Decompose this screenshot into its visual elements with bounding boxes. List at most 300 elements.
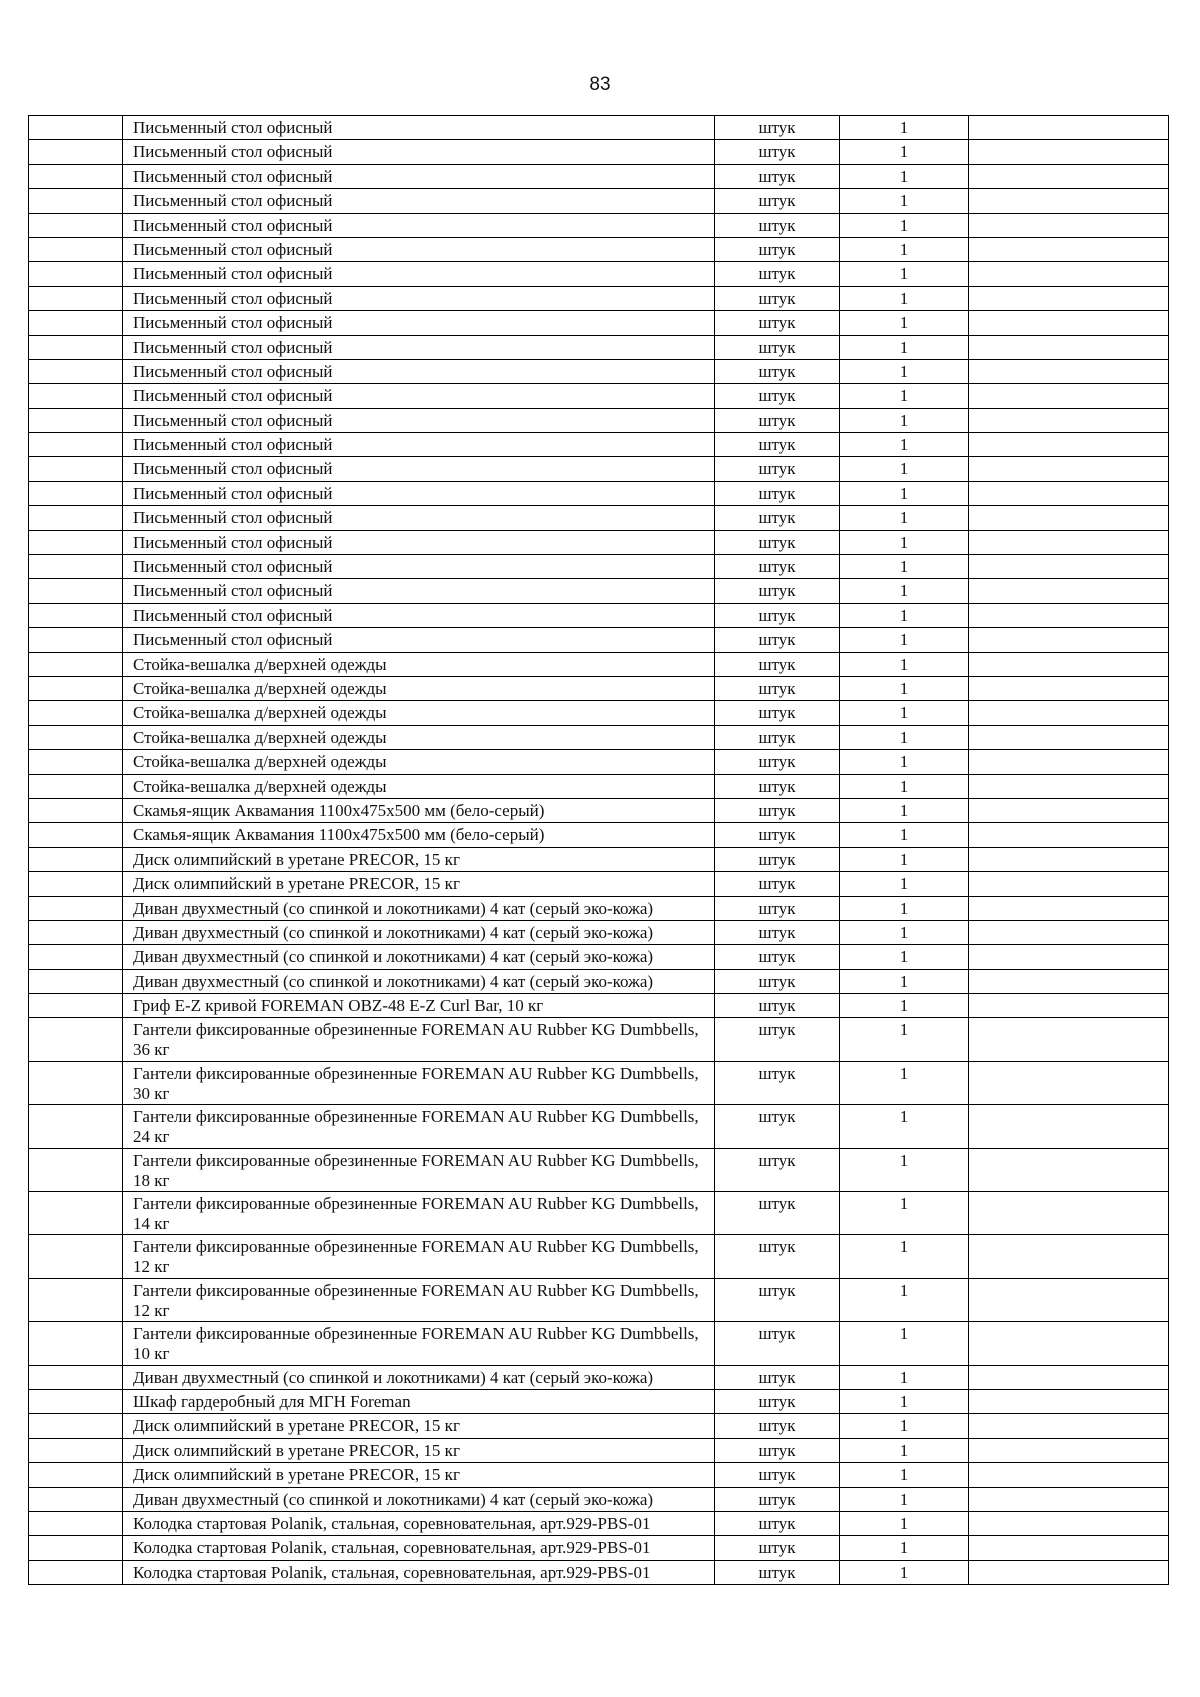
quantity-cell: 1 [840, 823, 969, 847]
quantity-cell: 1 [840, 1511, 969, 1535]
table-row [29, 359, 1169, 383]
item-name-cell: Письменный стол офисный [123, 237, 715, 261]
quantity-cell: 1 [840, 408, 969, 432]
row-number-cell [29, 1278, 123, 1321]
quantity-cell: 1 [840, 164, 969, 188]
unit-cell: штук [715, 872, 840, 896]
table-row [29, 1560, 1169, 1584]
row-number-cell [29, 1463, 123, 1487]
unit-cell: штук [715, 579, 840, 603]
row-number-cell [29, 1414, 123, 1438]
unit-cell: штук [715, 628, 840, 652]
unit-cell: штук [715, 1322, 840, 1365]
item-name-cell: Диск олимпийский в уретане PRECOR, 15 кг [123, 1463, 715, 1487]
quantity-cell: 1 [840, 262, 969, 286]
item-name-cell: Колодка стартовая Polanik, стальная, соревновательная, арт.929-PBS-01 [123, 1511, 715, 1535]
table-row [29, 676, 1169, 700]
note-cell [969, 1536, 1169, 1560]
note-cell [969, 920, 1169, 944]
table-row [29, 1061, 1169, 1104]
table-row [29, 847, 1169, 871]
unit-cell: штук [715, 213, 840, 237]
row-number-cell [29, 774, 123, 798]
item-name-cell: Диван двухместный (со спинкой и локотниками) 4 кат (серый эко-кожа) [123, 1487, 715, 1511]
unit-cell: штук [715, 140, 840, 164]
quantity-cell: 1 [840, 384, 969, 408]
unit-cell: штук [715, 237, 840, 261]
unit-cell: штук [715, 1192, 840, 1235]
table-row [29, 750, 1169, 774]
row-number-cell [29, 189, 123, 213]
unit-cell: штук [715, 1536, 840, 1560]
table-row [29, 530, 1169, 554]
page-number: 83 [589, 74, 611, 95]
note-cell [969, 286, 1169, 310]
quantity-cell: 1 [840, 457, 969, 481]
note-cell [969, 1365, 1169, 1389]
item-name-cell: Диск олимпийский в уретане PRECOR, 15 кг [123, 847, 715, 871]
row-number-cell [29, 1487, 123, 1511]
quantity-cell: 1 [840, 701, 969, 725]
table-row [29, 1487, 1169, 1511]
item-name-cell: Стойка-вешалка д/верхней одежды [123, 750, 715, 774]
item-name-cell: Письменный стол офисный [123, 335, 715, 359]
row-number-cell [29, 384, 123, 408]
row-number-cell [29, 286, 123, 310]
table-row [29, 1389, 1169, 1413]
table-row [29, 920, 1169, 944]
unit-cell: штук [715, 335, 840, 359]
item-name-cell: Гантели фиксированные обрезиненные FOREMAN AU Rubber KG Dumbbells, 12 кг [123, 1235, 715, 1278]
note-cell [969, 408, 1169, 432]
quantity-cell: 1 [840, 945, 969, 969]
table-row [29, 798, 1169, 822]
row-number-cell [29, 823, 123, 847]
row-number-cell [29, 896, 123, 920]
table-row [29, 725, 1169, 749]
quantity-cell: 1 [840, 603, 969, 627]
row-number-cell [29, 359, 123, 383]
note-cell [969, 1487, 1169, 1511]
quantity-cell: 1 [840, 896, 969, 920]
note-cell [969, 969, 1169, 993]
item-name-cell: Письменный стол офисный [123, 603, 715, 627]
row-number-cell [29, 603, 123, 627]
quantity-cell: 1 [840, 994, 969, 1018]
row-number-cell [29, 262, 123, 286]
row-number-cell [29, 116, 123, 140]
item-name-cell: Диск олимпийский в уретане PRECOR, 15 кг [123, 872, 715, 896]
table-row [29, 1322, 1169, 1365]
quantity-cell: 1 [840, 1322, 969, 1365]
row-number-cell [29, 1536, 123, 1560]
note-cell [969, 213, 1169, 237]
unit-cell: штук [715, 189, 840, 213]
row-number-cell [29, 1389, 123, 1413]
unit-cell: штук [715, 1061, 840, 1104]
unit-cell: штук [715, 433, 840, 457]
table-row [29, 213, 1169, 237]
quantity-cell: 1 [840, 1487, 969, 1511]
quantity-cell: 1 [840, 530, 969, 554]
table-row [29, 1511, 1169, 1535]
quantity-cell: 1 [840, 433, 969, 457]
item-name-cell: Письменный стол офисный [123, 262, 715, 286]
row-number-cell [29, 798, 123, 822]
row-number-cell [29, 457, 123, 481]
unit-cell: штук [715, 116, 840, 140]
note-cell [969, 1018, 1169, 1061]
unit-cell: штук [715, 506, 840, 530]
note-cell [969, 676, 1169, 700]
note-cell [969, 1560, 1169, 1584]
quantity-cell: 1 [840, 725, 969, 749]
note-cell [969, 140, 1169, 164]
quantity-cell: 1 [840, 579, 969, 603]
unit-cell: штук [715, 603, 840, 627]
quantity-cell: 1 [840, 1278, 969, 1321]
item-name-cell: Гантели фиксированные обрезиненные FOREMAN AU Rubber KG Dumbbells, 18 кг [123, 1148, 715, 1191]
row-number-cell [29, 969, 123, 993]
table-row [29, 994, 1169, 1018]
item-name-cell: Письменный стол офисный [123, 164, 715, 188]
table-row [29, 286, 1169, 310]
quantity-cell: 1 [840, 1389, 969, 1413]
unit-cell: штук [715, 1389, 840, 1413]
item-name-cell: Диван двухместный (со спинкой и локотниками) 4 кат (серый эко-кожа) [123, 1365, 715, 1389]
item-name-cell: Письменный стол офисный [123, 286, 715, 310]
note-cell [969, 433, 1169, 457]
note-cell [969, 116, 1169, 140]
row-number-cell [29, 1061, 123, 1104]
quantity-cell: 1 [840, 189, 969, 213]
table-row [29, 1148, 1169, 1191]
unit-cell: штук [715, 1438, 840, 1462]
item-name-cell: Письменный стол офисный [123, 408, 715, 432]
table-row [29, 237, 1169, 261]
table-row [29, 164, 1169, 188]
row-number-cell [29, 506, 123, 530]
row-number-cell [29, 1018, 123, 1061]
row-number-cell [29, 311, 123, 335]
quantity-cell: 1 [840, 1414, 969, 1438]
row-number-cell [29, 1322, 123, 1365]
unit-cell: штук [715, 725, 840, 749]
item-name-cell: Стойка-вешалка д/верхней одежды [123, 701, 715, 725]
note-cell [969, 530, 1169, 554]
item-name-cell: Скамья-ящик Аквамания 1100x475x500 мм (бело-серый) [123, 798, 715, 822]
item-name-cell: Колодка стартовая Polanik, стальная, соревновательная, арт.929-PBS-01 [123, 1560, 715, 1584]
table-row [29, 1018, 1169, 1061]
note-cell [969, 1322, 1169, 1365]
note-cell [969, 823, 1169, 847]
item-name-cell: Диск олимпийский в уретане PRECOR, 15 кг [123, 1414, 715, 1438]
item-name-cell: Стойка-вешалка д/верхней одежды [123, 725, 715, 749]
item-name-cell: Письменный стол офисный [123, 140, 715, 164]
quantity-cell: 1 [840, 1365, 969, 1389]
quantity-cell: 1 [840, 213, 969, 237]
row-number-cell [29, 1511, 123, 1535]
table-row [29, 774, 1169, 798]
table-row [29, 1536, 1169, 1560]
table-row [29, 481, 1169, 505]
note-cell [969, 579, 1169, 603]
item-name-cell: Диван двухместный (со спинкой и локотниками) 4 кат (серый эко-кожа) [123, 896, 715, 920]
item-name-cell: Гантели фиксированные обрезиненные FOREMAN AU Rubber KG Dumbbells, 36 кг [123, 1018, 715, 1061]
unit-cell: штук [715, 1560, 840, 1584]
quantity-cell: 1 [840, 311, 969, 335]
row-number-cell [29, 408, 123, 432]
note-cell [969, 896, 1169, 920]
quantity-cell: 1 [840, 1105, 969, 1148]
row-number-cell [29, 872, 123, 896]
table-row [29, 262, 1169, 286]
quantity-cell: 1 [840, 847, 969, 871]
quantity-cell: 1 [840, 286, 969, 310]
row-number-cell [29, 335, 123, 359]
note-cell [969, 1463, 1169, 1487]
note-cell [969, 262, 1169, 286]
item-name-cell: Письменный стол офисный [123, 555, 715, 579]
row-number-cell [29, 750, 123, 774]
note-cell [969, 1414, 1169, 1438]
item-name-cell: Диск олимпийский в уретане PRECOR, 15 кг [123, 1438, 715, 1462]
unit-cell: штук [715, 457, 840, 481]
table-row [29, 555, 1169, 579]
note-cell [969, 237, 1169, 261]
note-cell [969, 555, 1169, 579]
note-cell [969, 847, 1169, 871]
table-row [29, 945, 1169, 969]
note-cell [969, 945, 1169, 969]
row-number-cell [29, 237, 123, 261]
note-cell [969, 1235, 1169, 1278]
item-name-cell: Шкаф гардеробный для МГН Foreman [123, 1389, 715, 1413]
unit-cell: штук [715, 969, 840, 993]
row-number-cell [29, 1365, 123, 1389]
quantity-cell: 1 [840, 506, 969, 530]
note-cell [969, 384, 1169, 408]
unit-cell: штук [715, 652, 840, 676]
table-row [29, 896, 1169, 920]
table-row [29, 140, 1169, 164]
table-row [29, 823, 1169, 847]
quantity-cell: 1 [840, 116, 969, 140]
unit-cell: штук [715, 701, 840, 725]
row-number-cell [29, 1105, 123, 1148]
note-cell [969, 1511, 1169, 1535]
item-name-cell: Письменный стол офисный [123, 481, 715, 505]
note-cell [969, 994, 1169, 1018]
note-cell [969, 457, 1169, 481]
unit-cell: штук [715, 481, 840, 505]
row-number-cell [29, 555, 123, 579]
quantity-cell: 1 [840, 969, 969, 993]
item-name-cell: Письменный стол офисный [123, 506, 715, 530]
item-name-cell: Диван двухместный (со спинкой и локотниками) 4 кат (серый эко-кожа) [123, 945, 715, 969]
note-cell [969, 1061, 1169, 1104]
table-row [29, 335, 1169, 359]
unit-cell: штук [715, 408, 840, 432]
unit-cell: штук [715, 262, 840, 286]
unit-cell: штук [715, 286, 840, 310]
unit-cell: штук [715, 359, 840, 383]
row-number-cell [29, 213, 123, 237]
item-name-cell: Письменный стол офисный [123, 457, 715, 481]
quantity-cell: 1 [840, 1018, 969, 1061]
item-name-cell: Диван двухместный (со спинкой и локотниками) 4 кат (серый эко-кожа) [123, 969, 715, 993]
unit-cell: штук [715, 676, 840, 700]
unit-cell: штук [715, 1018, 840, 1061]
item-name-cell: Письменный стол офисный [123, 311, 715, 335]
note-cell [969, 1105, 1169, 1148]
row-number-cell [29, 676, 123, 700]
table-row [29, 433, 1169, 457]
row-number-cell [29, 652, 123, 676]
note-cell [969, 628, 1169, 652]
unit-cell: штук [715, 384, 840, 408]
note-cell [969, 506, 1169, 530]
row-number-cell [29, 1148, 123, 1191]
quantity-cell: 1 [840, 140, 969, 164]
item-name-cell: Гантели фиксированные обрезиненные FOREMAN AU Rubber KG Dumbbells, 30 кг [123, 1061, 715, 1104]
row-number-cell [29, 140, 123, 164]
note-cell [969, 1438, 1169, 1462]
row-number-cell [29, 725, 123, 749]
table-row [29, 384, 1169, 408]
item-name-cell: Гриф E-Z кривой FOREMAN OBZ-48 E-Z Curl Bar, 10 кг [123, 994, 715, 1018]
inventory-table [28, 115, 1169, 1585]
table-row [29, 116, 1169, 140]
quantity-cell: 1 [840, 1235, 969, 1278]
note-cell [969, 335, 1169, 359]
row-number-cell [29, 164, 123, 188]
row-number-cell [29, 1192, 123, 1235]
note-cell [969, 725, 1169, 749]
quantity-cell: 1 [840, 1192, 969, 1235]
table-row [29, 1438, 1169, 1462]
quantity-cell: 1 [840, 774, 969, 798]
table-row [29, 506, 1169, 530]
inventory-table-body [29, 116, 1169, 1585]
item-name-cell: Письменный стол офисный [123, 433, 715, 457]
row-number-cell [29, 920, 123, 944]
table-row [29, 1105, 1169, 1148]
row-number-cell [29, 847, 123, 871]
row-number-cell [29, 1235, 123, 1278]
item-name-cell: Гантели фиксированные обрезиненные FOREMAN AU Rubber KG Dumbbells, 12 кг [123, 1278, 715, 1321]
quantity-cell: 1 [840, 676, 969, 700]
item-name-cell: Письменный стол офисный [123, 189, 715, 213]
item-name-cell: Скамья-ящик Аквамания 1100x475x500 мм (бело-серый) [123, 823, 715, 847]
quantity-cell: 1 [840, 1560, 969, 1584]
item-name-cell: Письменный стол офисный [123, 579, 715, 603]
item-name-cell: Стойка-вешалка д/верхней одежды [123, 652, 715, 676]
unit-cell: штук [715, 750, 840, 774]
unit-cell: штук [715, 1414, 840, 1438]
row-number-cell [29, 1560, 123, 1584]
note-cell [969, 359, 1169, 383]
quantity-cell: 1 [840, 872, 969, 896]
row-number-cell [29, 1438, 123, 1462]
quantity-cell: 1 [840, 798, 969, 822]
note-cell [969, 774, 1169, 798]
unit-cell: штук [715, 920, 840, 944]
quantity-cell: 1 [840, 1463, 969, 1487]
unit-cell: штук [715, 1365, 840, 1389]
unit-cell: штук [715, 1278, 840, 1321]
item-name-cell: Письменный стол офисный [123, 116, 715, 140]
note-cell [969, 652, 1169, 676]
table-row [29, 457, 1169, 481]
table-row [29, 701, 1169, 725]
note-cell [969, 798, 1169, 822]
table-row [29, 1235, 1169, 1278]
unit-cell: штук [715, 774, 840, 798]
unit-cell: штук [715, 994, 840, 1018]
table-row [29, 1414, 1169, 1438]
item-name-cell: Диван двухместный (со спинкой и локотниками) 4 кат (серый эко-кожа) [123, 920, 715, 944]
unit-cell: штук [715, 530, 840, 554]
item-name-cell: Гантели фиксированные обрезиненные FOREMAN AU Rubber KG Dumbbells, 10 кг [123, 1322, 715, 1365]
unit-cell: штук [715, 1487, 840, 1511]
quantity-cell: 1 [840, 750, 969, 774]
table-row [29, 872, 1169, 896]
table-row [29, 1365, 1169, 1389]
unit-cell: штук [715, 164, 840, 188]
note-cell [969, 311, 1169, 335]
item-name-cell: Гантели фиксированные обрезиненные FOREMAN AU Rubber KG Dumbbells, 24 кг [123, 1105, 715, 1148]
unit-cell: штук [715, 945, 840, 969]
unit-cell: штук [715, 555, 840, 579]
item-name-cell: Письменный стол офисный [123, 628, 715, 652]
table-row [29, 969, 1169, 993]
note-cell [969, 701, 1169, 725]
item-name-cell: Письменный стол офисный [123, 530, 715, 554]
table-row [29, 579, 1169, 603]
row-number-cell [29, 579, 123, 603]
quantity-cell: 1 [840, 1148, 969, 1191]
note-cell [969, 481, 1169, 505]
unit-cell: штук [715, 1105, 840, 1148]
table-row [29, 311, 1169, 335]
row-number-cell [29, 530, 123, 554]
table-row [29, 189, 1169, 213]
row-number-cell [29, 628, 123, 652]
unit-cell: штук [715, 311, 840, 335]
row-number-cell [29, 945, 123, 969]
table-row [29, 1192, 1169, 1235]
table-row [29, 408, 1169, 432]
item-name-cell: Гантели фиксированные обрезиненные FOREMAN AU Rubber KG Dumbbells, 14 кг [123, 1192, 715, 1235]
row-number-cell [29, 994, 123, 1018]
note-cell [969, 1148, 1169, 1191]
quantity-cell: 1 [840, 652, 969, 676]
quantity-cell: 1 [840, 481, 969, 505]
unit-cell: штук [715, 1463, 840, 1487]
table-row [29, 1463, 1169, 1487]
note-cell [969, 603, 1169, 627]
note-cell [969, 1192, 1169, 1235]
item-name-cell: Письменный стол офисный [123, 359, 715, 383]
quantity-cell: 1 [840, 920, 969, 944]
table-row [29, 628, 1169, 652]
item-name-cell: Колодка стартовая Polanik, стальная, соревновательная, арт.929-PBS-01 [123, 1536, 715, 1560]
row-number-cell [29, 433, 123, 457]
quantity-cell: 1 [840, 628, 969, 652]
row-number-cell [29, 481, 123, 505]
quantity-cell: 1 [840, 555, 969, 579]
